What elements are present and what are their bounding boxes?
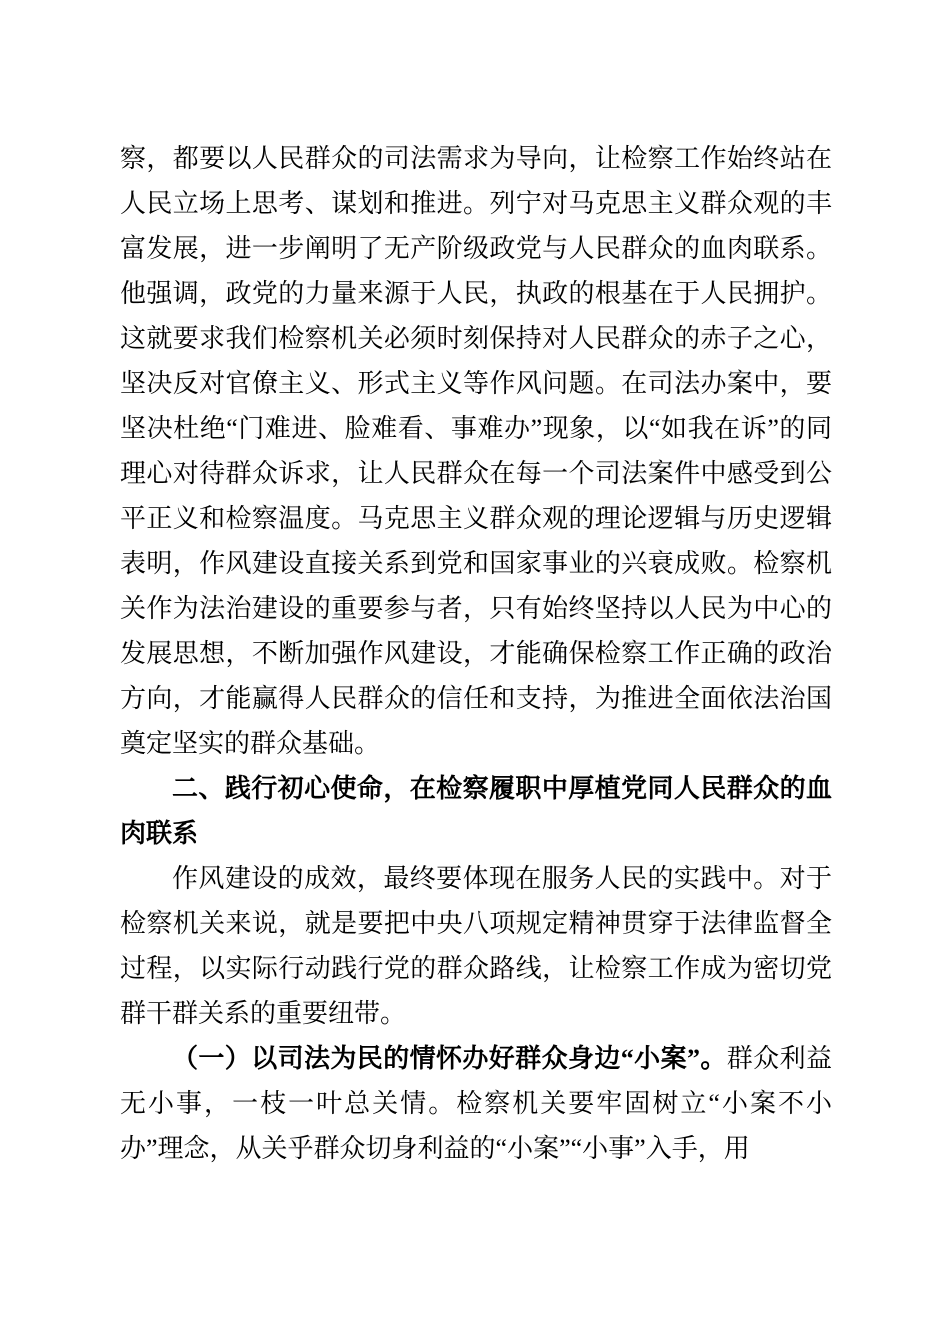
section-heading: 二、践行初心使命，在检察履职中厚植党同人民群众的血肉联系: [120, 774, 832, 848]
paragraph: 作风建设的成效，最终要体现在服务人民的实践中。对于检察机关来说，就是要把中央八项规定精神贯穿于法律监督全过程，以实际行动践行党的群众路线，让检察工作成为密切党群干群关系的重要纽带。: [120, 864, 832, 1028]
paragraph: （一）以司法为民的情怀办好群众身边“小案”。群众利益无小事，一枝一叶总关情。检察机关要牢固树立“小案不小办”理念，从关乎群众切身利益的“小案”“小事”入手，用: [120, 1044, 832, 1163]
paragraph-bold-lead: （一）以司法为民的情怀办好群众身边“小案”。: [172, 1044, 727, 1073]
document-content: [120, 136, 832, 1171]
paragraph: 察，都要以人民群众的司法需求为导向，让检察工作始终站在人民立场上思考、谋划和推进。列宁对马克思主义群众观的丰富发展，进一步阐明了无产阶级政党与人民群众的血肉联系。他强调，政党的力量来源于人民，执政的根基在于人民拥护。这就要求我们检察机关必须时刻保持对人民群众的赤子之心，坚决反对官僚主义、形式主义等作风问题。在司法办案中，要坚决杜绝“门难进、脸难看、事难办”现象，以“如我在诉”的同理心对待群众诉求，让人民群众在每一个司法案件中感受到公平正义和检察温度。马克思主义群众观的理论逻辑与历史逻辑表明，作风建设直接关系到党和国家事业的兴衰成败。检察机关作为法治建设的重要参与者，只有始终坚持以人民为中心的发展思想，不断加强作风建设，才能确保检察工作正确的政治方向，才能赢得人民群众的信任和支持，为推进全面依法治国奠定坚实的群众基础。: [120, 144, 832, 758]
